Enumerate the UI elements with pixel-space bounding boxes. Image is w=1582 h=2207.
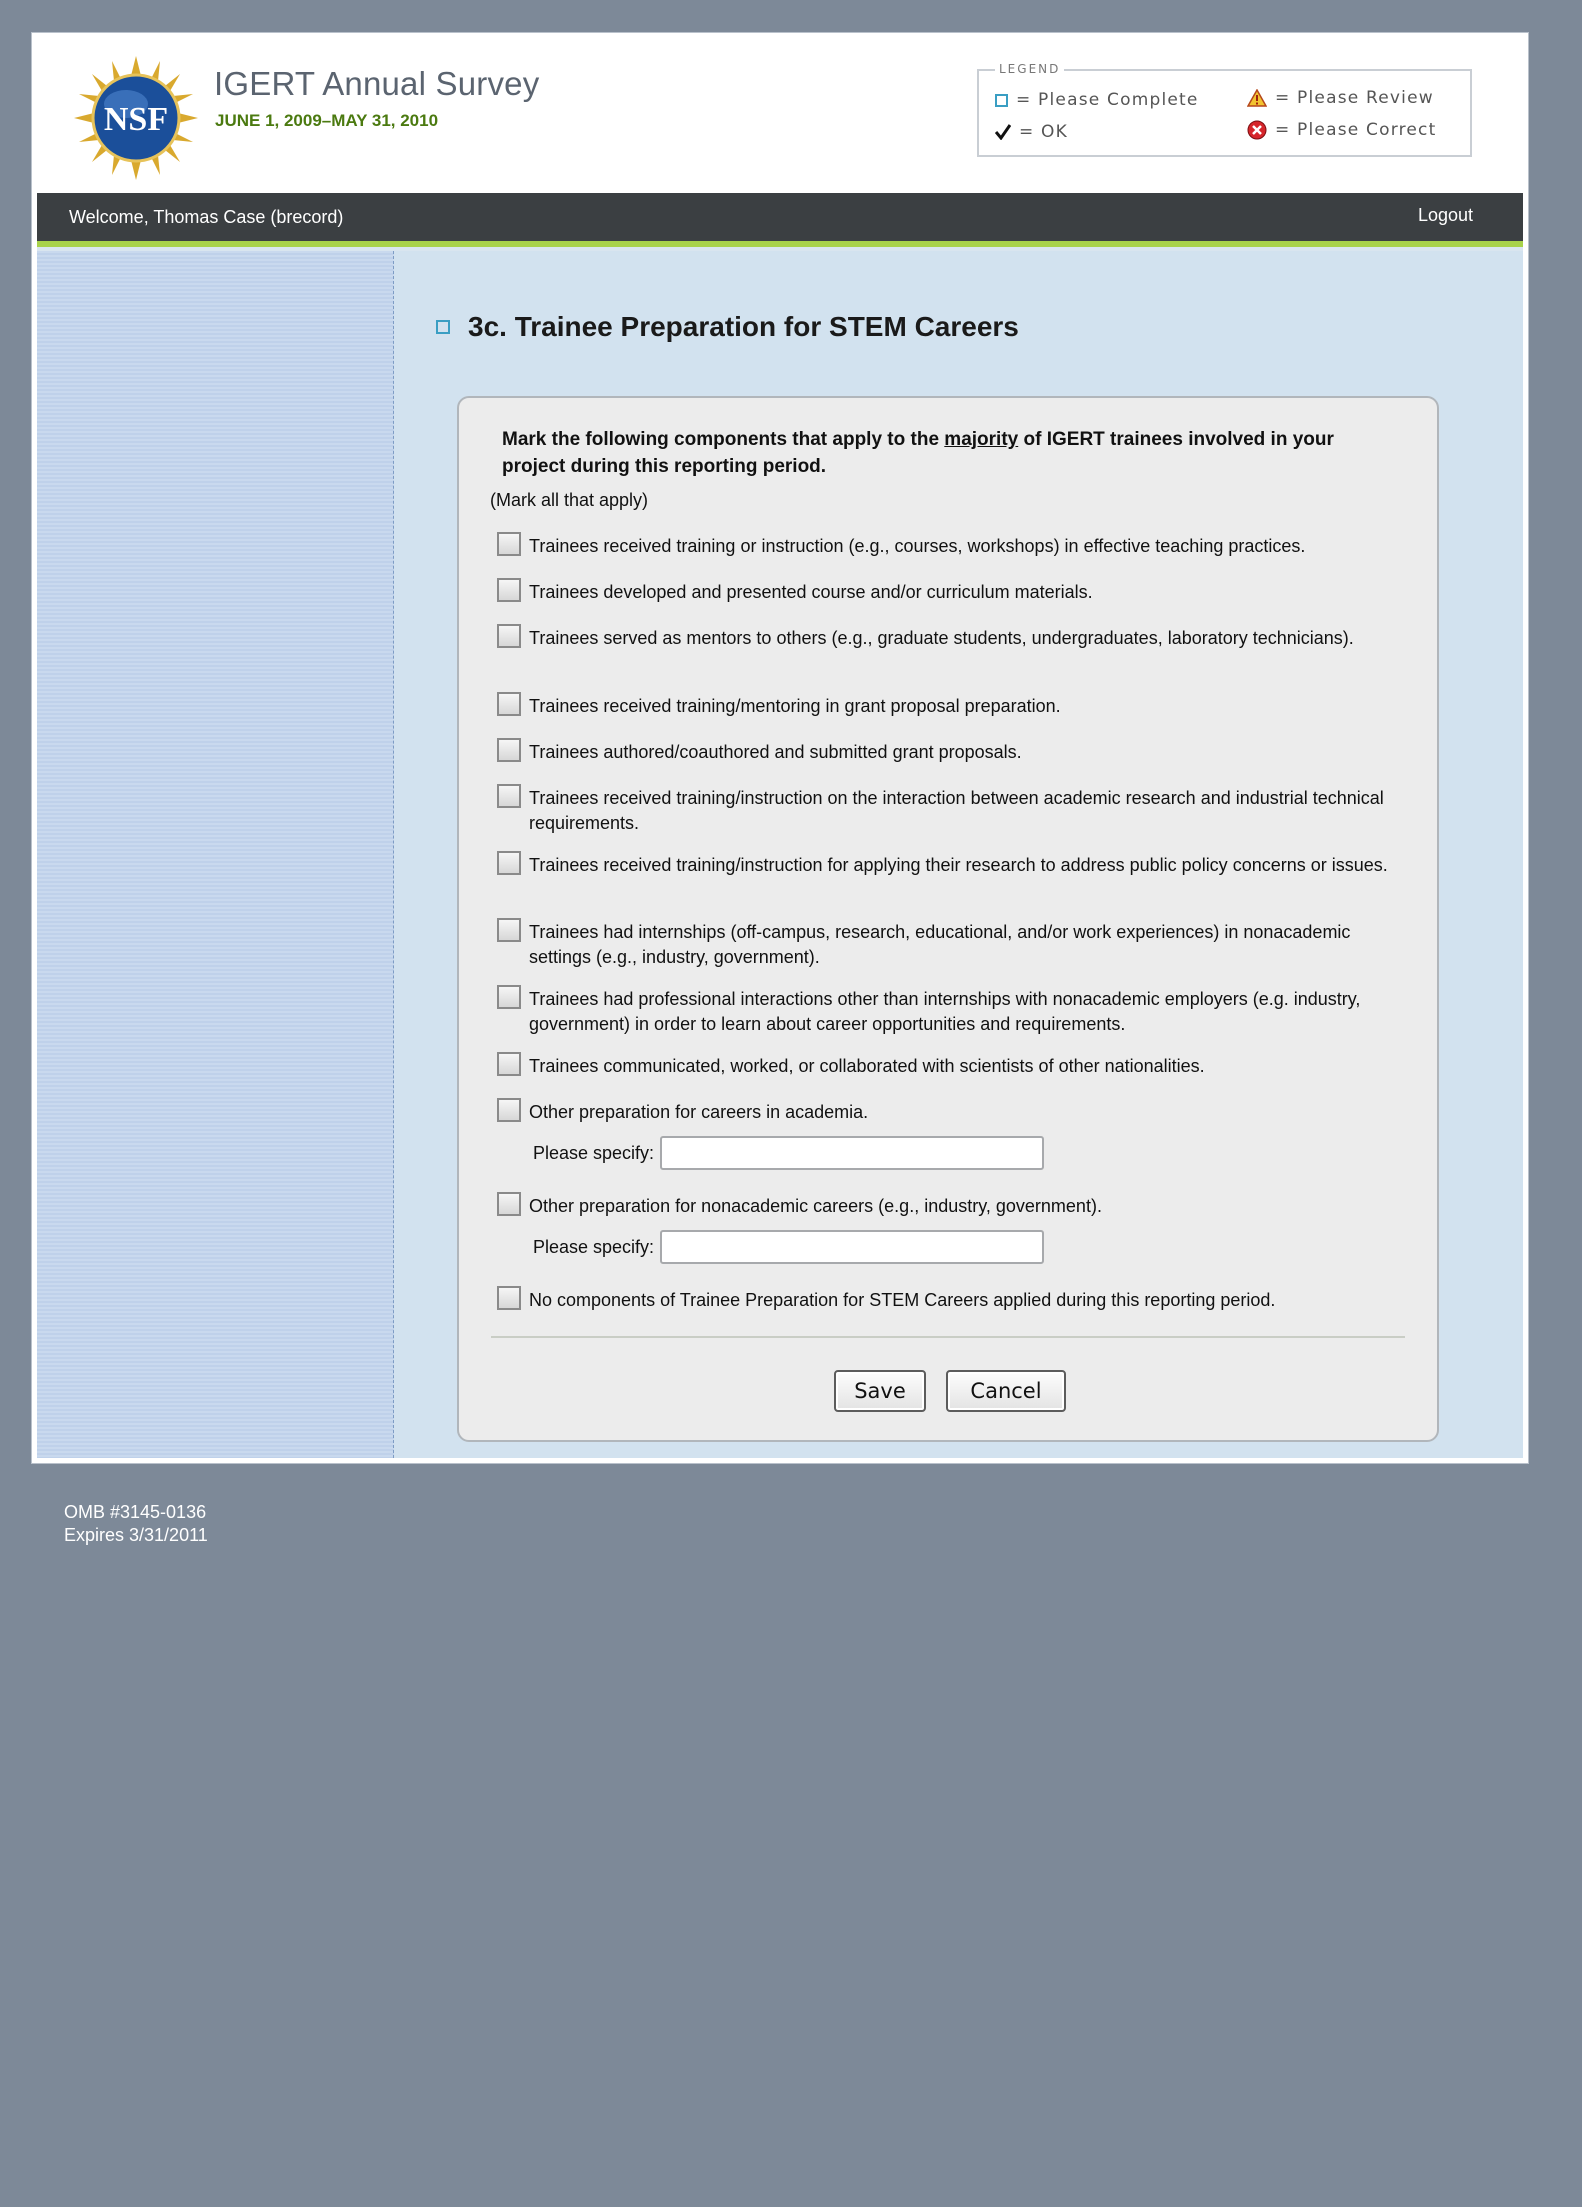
legend [977,62,1472,157]
page-inner [37,33,1523,1458]
option-label: Trainees received training or instruction (e.g., courses, workshops) in effective teaching practices. [529,536,1306,556]
option-12 [497,1194,1397,1219]
specify-label: Please specify: [533,1142,655,1163]
page-title: 3c. Trainee Preparation for STEM Careers [468,311,1019,342]
sidebar [37,251,394,1458]
legend-please-correct [1247,120,1436,140]
option-2 [497,580,1397,605]
option-4 [497,694,1397,719]
checkbox-curriculum-materials[interactable] [497,578,521,602]
cancel-button[interactable]: Cancel [946,1370,1066,1412]
checkbox-teaching-practices[interactable] [497,532,521,556]
checkbox-no-components[interactable] [497,1286,521,1310]
legend-ok [995,122,1068,142]
specify-nonacademic [533,1230,1044,1264]
option-label: Trainees communicated, worked, or collaborated with scientists of other nationalities. [529,1056,1205,1076]
omb-number: OMB #3145-0136 [64,1502,207,1522]
option-3 [497,626,1397,651]
error-icon [1247,120,1267,140]
specify-academia-input[interactable] [660,1136,1044,1170]
option-13 [497,1288,1397,1313]
checkbox-internships[interactable] [497,918,521,942]
legend-title: LEGEND [995,62,1064,76]
form-divider [491,1336,1405,1338]
option-label: Trainees served as mentors to others (e.g., graduate students, undergraduates, laboratory technicians). [529,628,1354,648]
welcome-text: Welcome, Thomas Case (brecord) [69,207,344,227]
save-button[interactable]: Save [834,1370,926,1412]
checkbox-mentors[interactable] [497,624,521,648]
option-label: Trainees developed and presented course and/or curriculum materials. [529,582,1093,602]
option-label: Trainees received training/mentoring in grant proposal preparation. [529,696,1061,716]
page-frame [31,32,1529,1464]
option-label: Trainees had professional interactions other than internships with nonacademic employers (e.g. industry, government) in order to learn about career opportunities and requirements. [529,989,1361,1034]
instructions-text-1: Mark the following components that apply to the [502,429,945,450]
checkbox-other-nationalities[interactable] [497,1052,521,1076]
option-8 [497,920,1397,970]
option-11 [497,1100,1397,1125]
instructions-text-2: of IGERT trainees involved in your project during this reporting period. [502,429,1334,477]
checkbox-grant-preparation[interactable] [497,692,521,716]
option-6 [497,786,1397,836]
legend-please-review [1247,88,1434,108]
option-7 [497,853,1397,878]
option-label: No components of Trainee Preparation for STEM Careers applied during this reporting period. [529,1290,1276,1310]
option-label: Trainees had internships (off-campus, research, educational, and/or work experiences) in nonacademic settings (e.g., industry, government). [529,922,1351,967]
checkmark-icon [995,124,1011,140]
instructions-emphasis: majority [944,429,1019,450]
option-label: Trainees received training/instruction on the interaction between academic research and industrial technical requirements. [529,788,1384,833]
option-10 [497,1054,1397,1079]
survey-dates: JUNE 1, 2009–MAY 31, 2010 [215,111,439,130]
section-header [436,311,1019,343]
main-content [394,251,1523,1458]
option-5 [497,740,1397,765]
option-1 [497,534,1397,559]
option-9 [497,987,1397,1037]
form-hint: (Mark all that apply) [490,490,649,510]
footer [64,1501,208,1547]
specify-nonacademic-input[interactable] [660,1230,1044,1264]
specify-label: Please specify: [533,1236,655,1257]
form-card [457,396,1439,1442]
specify-academia [533,1136,1044,1170]
nsf-logo [74,56,198,180]
option-label: Trainees authored/coauthored and submitted grant proposals. [529,742,1022,762]
checkbox-other-nonacademic[interactable] [497,1192,521,1216]
option-label: Other preparation for careers in academia. [529,1102,869,1122]
please-complete-icon [436,320,450,334]
app-title: IGERT Annual Survey [214,65,540,102]
checkbox-grant-proposals[interactable] [497,738,521,762]
form-instructions [502,426,1402,480]
expiry-date: Expires 3/31/2011 [64,1525,208,1545]
header [37,33,1523,193]
navbar [37,193,1523,241]
option-label: Trainees received training/instruction for applying their research to address public policy concerns or issues. [529,855,1388,875]
checkbox-public-policy[interactable] [497,851,521,875]
option-label: Other preparation for nonacademic careers (e.g., industry, government). [529,1196,1102,1216]
warning-icon [1247,89,1267,107]
checkbox-professional-interactions[interactable] [497,985,521,1009]
legend-please-complete-label: = Please Complete [1016,90,1199,110]
checkbox-other-academia[interactable] [497,1098,521,1122]
checkbox-industrial-requirements[interactable] [497,784,521,808]
legend-please-correct-label: = Please Correct [1275,120,1437,140]
legend-ok-label: = OK [1019,122,1068,142]
logout-link[interactable]: Logout [1417,205,1473,225]
legend-please-complete [995,90,1199,110]
logo-text: NSF [103,101,169,138]
empty-box-icon [995,94,1008,107]
legend-please-review-label: = Please Review [1275,88,1434,108]
